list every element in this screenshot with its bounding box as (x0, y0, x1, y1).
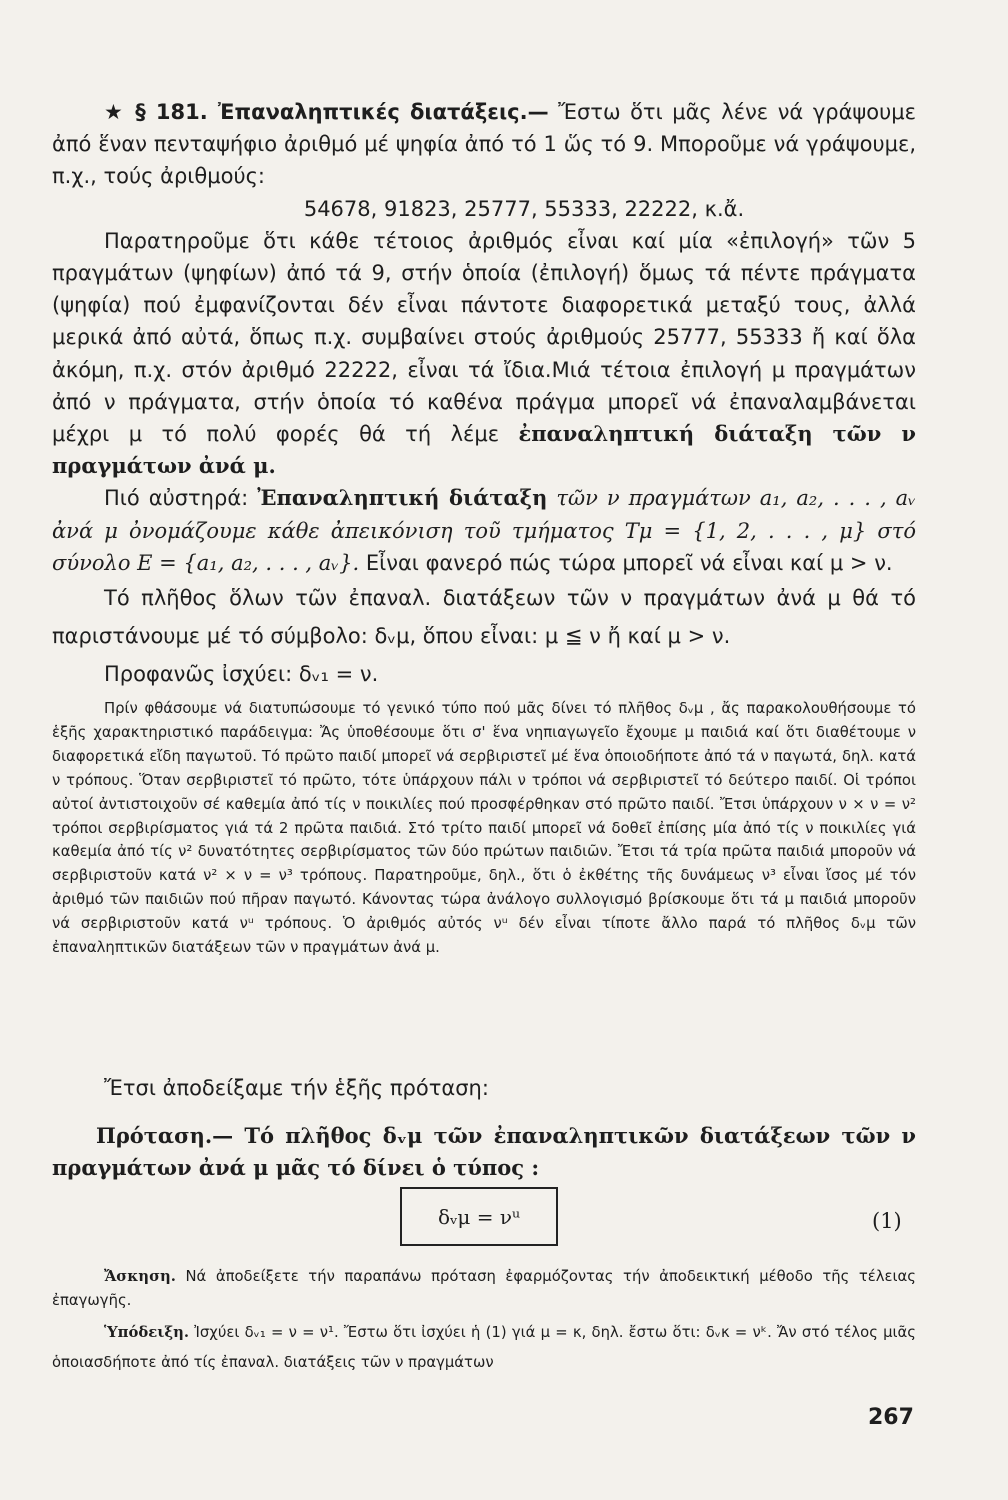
hint-block (52, 1318, 916, 1378)
star-mark: ★ (104, 100, 126, 124)
count-symbol-line: Τό πλῆθος ὅλων τῶν ἐπαναλ. διατάξεων τῶν ν πραγμάτων ἀνά μ θά τό παριστάνουμε μέ τό σύμβολο: δᵥμ, ὅπου εἶναι: μ ≦ ν ἤ καί μ > ν. (52, 586, 916, 649)
exercise-block (52, 1265, 916, 1313)
exercise-text: Νά ἀποδείξετε τήν παραπάνω πρόταση ἐφαρμόζοντας τήν ἀποδεικτική μέθοδο τῆς τέλειας ἐπαγωγῆς. (52, 1268, 916, 1309)
term-repetitive-arrangement: ἐπαναληπτική διάταξη τῶν ν πραγμάτων ἀνά μ. (52, 421, 916, 479)
hint-text: Ἰσχύει δᵥ₁ = ν = ν¹. Ἔστω ὅτι ἰσχύει ἡ (1) γιά μ = κ, δηλ. ἔστω ὅτι: δᵥκ = νᵏ. Ἄν στό τέλος μιᾶς ὁποιασδήποτε ἀπό τίς ἐπαναλ. διατάξεις τῶν ν πραγμάτων (52, 1324, 916, 1371)
formula: δᵥμ = νᵘ (437, 1204, 521, 1229)
paragraph-selection (52, 225, 916, 483)
ice-cream-example: Πρίν φθάσουμε νά διατυπώσουμε τό γενικό τύπο πού μᾶς δίνει τό πλῆθος δᵥμ , ἄς παρακολουθήσουμε τό ἑξῆς χαρακτηριστικό παράδειγμα: Ἄς ὑποθέσουμε ὅτι σ' ἕνα νηπιαγωγεῖο ἔχουμε μ παιδιά καί ὅτι διαθέτουμε ν διαφορετικά εἴδη παγωτοῦ. Τό πρῶτο παιδί μπορεῖ νά σερβιριστεῖ μέ ἕνα ὁποιοδήποτε ἀπό τά ν παγωτά, δηλ. κατά ν τρόπους. Ὅταν σερβιριστεῖ τό πρῶτο, τότε ὑπάρχουν πάλι ν τρόποι νά σερβιριστεῖ τό δεύτερο παιδί. Οἱ τρόποι αὐτοί ἀντιστοιχοῦν σέ καθεμία ἀπό τίς ν ποικιλίες πού προσφέρθηκαν στό πρῶτο παιδί. Ἔτσι ὑπάρχουν ν × ν = ν² τρόποι σερβιρίσματος γιά τά 2 πρῶτα παιδιά. Στό τρίτο παιδί μπορεῖ νά δοθεῖ ἐπίσης μία ἀπό τίς ν ποικιλίες γιά καθεμία ἀπό τίς ν² δυνατότητες σερβιρίσματος τῶν δύο πρώτων παιδιῶν. Ἔτσι τά τρία πρῶτα παιδιά μποροῦν νά σερβιριστοῦν κατά ν² × ν = ν³ τρόπους. Παρατηροῦμε, δηλ., ὅτι ὁ ἐκθέτης τῆς δυνάμεως ν³ εἶναι ἴσος μέ τόν ἀριθμό τῶν παιδιῶν πού πῆραν παγωτό. Κάνοντας τώρα ἀνάλογο συλλογισμό βρίσκουμε ὅτι τά μ παιδιά μποροῦν νά σερβιριστοῦν κατά νᵘ τρόπους. Ὁ ἀριθμός αὐτός νᵘ δέν εἶναι τίποτε ἄλλο παρά τό πλῆθος δᵥμ τῶν ἐπαναληπτικῶν διατάξεων τῶν ν πραγμάτων ἀνά μ. (52, 700, 916, 957)
page-number: 267 (868, 1405, 914, 1430)
definition-lead: Πιό αὐστηρά: (104, 486, 249, 511)
proof-intro-block (52, 1072, 916, 1104)
paragraph-definition (52, 482, 916, 579)
hint-label: Ὑπόδειξη. (104, 1324, 190, 1341)
example-block (52, 697, 916, 960)
exercise-label: Ἄσκηση. (104, 1268, 176, 1285)
definition-term: Ἐπαναληπτική διάταξη (257, 485, 548, 511)
section-181 (52, 96, 916, 693)
section-intro: Ἔστω ὅτι μᾶς λένε νά γράψουμε ἀπό ἕναν πενταψήφιο ἀριθμό μέ ψηφία ἀπό τό 1 ὥς τό 9. Μποροῦμε νά γράψουμε, π.χ., τούς ἀριθμούς: (52, 100, 916, 189)
definition-tail: Εἶναι φανερό πώς τώρα μπορεῖ νά εἶναι καί μ > ν. (365, 550, 893, 575)
formula-box (400, 1187, 558, 1246)
section-heading: § 181. Ἐπαναληπτικές διατάξεις.— (135, 100, 549, 124)
example-numbers: 54678, 91823, 25777, 55333, 22222, κ.ἄ. (303, 196, 745, 221)
definition-text: τῶν ν πραγμάτων a₁, a₂, . . . , aᵥ ἀνά μ ὀνομάζουμε κάθε ἀπεικόνιση τοῦ τμήματος Tμ = {1, 2, . . . , μ} στό σύνολο (52, 486, 916, 575)
paragraph-selection-text: Παρατηροῦμε ὅτι κάθε τέτοιος ἀριθμός εἶναι καί μία «ἐπιλογή» τῶν 5 πραγμάτων (ψηφίων) ἀπό τά 9, στήν ὁποία (ἐπιλογή) ὅμως τά πέντε πράγματα (ψηφία) πού ἐμφανίζονται δέν εἶναι πάντοτε διαφορετικά μεταξύ τους, ἀλλά μερικά ἀπό αὐτά, ὅπως π.χ. συμβαίνει στούς ἀριθμούς 25777, 55333 ἤ καί ὅλα ἀκόμη, π.χ. στόν ἀριθμό 22222, εἶναι τά ἴδια.Μιά τέτοια ἐπιλογή μ πραγμάτων ἀπό ν πράγματα, στήν ὁποία τό καθένα πράγμα μπορεῖ νά ἐπαναλαμβάνεται μέχρι μ τό πολύ φορές θά τή λέμε (52, 228, 916, 447)
obvious-line: Προφανῶς ἰσχύει: δᵥ₁ = ν. (104, 662, 379, 687)
definition-set: E = {a₁, a₂, . . . , aᵥ}. (137, 550, 360, 575)
proposition: Πρόταση.— Τό πλῆθος δᵥμ τῶν ἐπαναληπτικῶν διατάξεων τῶν ν πραγμάτων ἀνά μ μᾶς τό δίνει ὁ τύπος : (52, 1123, 916, 1181)
equation-number: (1) (872, 1209, 902, 1233)
proof-intro: Ἔτσι ἀποδείξαμε τήν ἑξῆς πρόταση: (104, 1076, 489, 1100)
proposition-block (52, 1120, 916, 1184)
